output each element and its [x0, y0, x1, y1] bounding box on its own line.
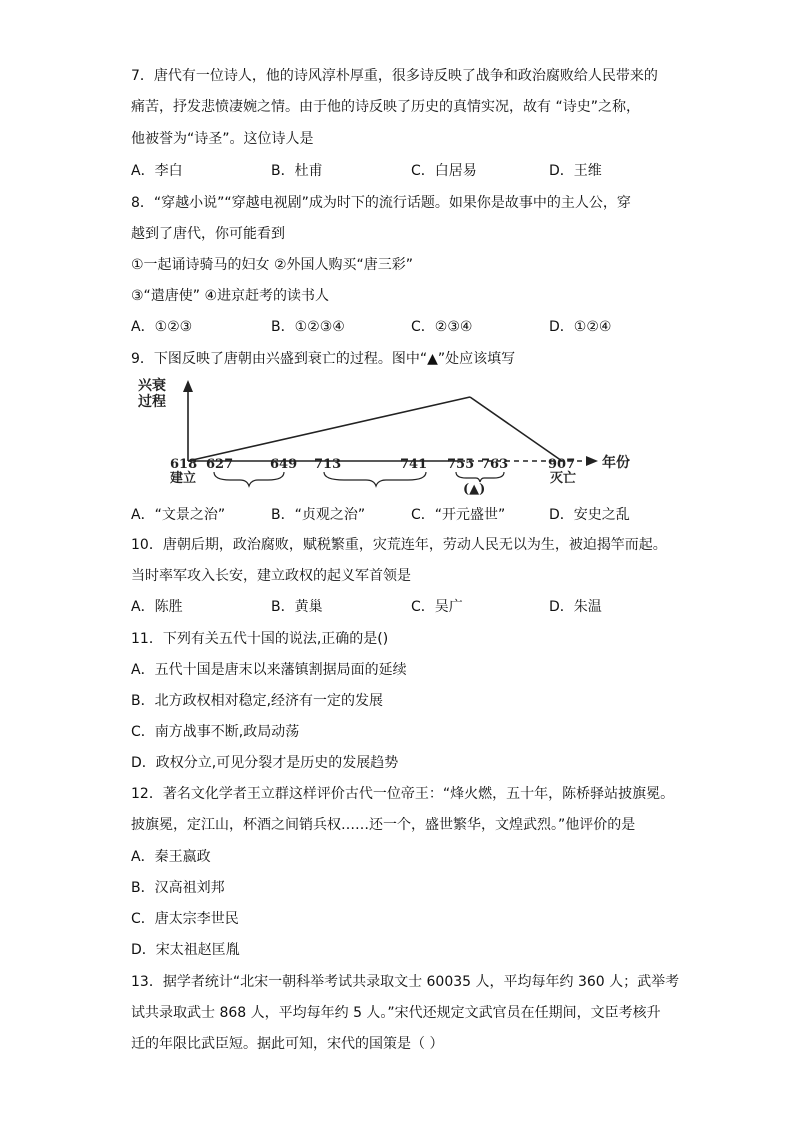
q10-line-2: 当时率军攻入长安，建立政权的起义军首领是 [131, 568, 411, 584]
q8-option-c[interactable]: C．②③④ [411, 319, 473, 335]
q10-option-c[interactable]: C．吴广 [411, 599, 463, 615]
tick-755: 755 [447, 457, 475, 472]
q8-line-2: 越到了唐代，你可能看到 [131, 226, 285, 242]
q12-option-c[interactable]: C．唐太宗李世民 [131, 911, 239, 927]
q10-option-d[interactable]: D．朱温 [549, 599, 602, 615]
q8-line-3: ①一起诵诗骑马的妇女 ②外国人购买“唐三彩” [131, 257, 414, 273]
tick-741: 741 [400, 457, 428, 472]
q9-option-d[interactable]: D．安史之乱 [549, 507, 630, 523]
q9-line-1: 9．下图反映了唐朝由兴盛到衰亡的过程。图中“▲”处应该填写 [131, 351, 516, 367]
q11-option-c[interactable]: C．南方战事不断,政局动荡 [131, 724, 300, 740]
label-907-fall: 灭亡 [550, 471, 577, 486]
y-label-1: 兴衰 [138, 378, 166, 394]
q8-line-1: 8．“穿越小说”“穿越电视剧”成为时下的流行话题。如果你是故事中的主人公，穿 [131, 195, 631, 211]
q9-option-a[interactable]: A．“文景之治” [131, 507, 226, 523]
tick-618: 618 [170, 457, 198, 472]
tick-649: 649 [270, 457, 298, 472]
q11-line-1: 11．下列有关五代十国的说法,正确的是() [131, 631, 389, 647]
x-axis-arrow [586, 456, 598, 466]
q11-option-d[interactable]: D．政权分立,可见分裂才是历史的发展趋势 [131, 755, 399, 771]
tick-627: 627 [206, 457, 234, 472]
q13-line-2: 试共录取武士 868 人，平均每年约 5 人。”宋代还规定文武官员在任期间，文臣考核升 [131, 1005, 661, 1021]
q7-line-3: 他被誉为“诗圣”。这位诗人是 [131, 131, 314, 147]
q7-option-b[interactable]: B．杜甫 [271, 163, 323, 179]
q13-line-1: 13．据学者统计“北宋一朝科举考试共录取文士 60035 人，平均每年约 360 人；武举考 [131, 974, 680, 990]
q12-option-d[interactable]: D．宋太祖赵匡胤 [131, 942, 240, 958]
q10-line-1: 10．唐朝后期，政治腐败，赋税繁重，灾荒连年，劳动人民无以为生，被迫揭竿而起。 [131, 537, 667, 553]
tick-713: 713 [314, 457, 342, 472]
label-618-founded: 建立 [170, 471, 197, 486]
q12-option-a[interactable]: A．秦王嬴政 [131, 849, 211, 865]
tang-rise-fall-figure [130, 376, 670, 498]
q8-option-a[interactable]: A．①②③ [131, 319, 193, 335]
rise-line [188, 397, 470, 461]
q10-option-a[interactable]: A．陈胜 [131, 599, 183, 615]
y-axis-arrow [183, 380, 193, 392]
q8-option-b[interactable]: B．①②③④ [271, 319, 345, 335]
q7-option-d[interactable]: D．王维 [549, 163, 602, 179]
q12-line-2: 披旗冕，定江山，杯酒之间销兵权……还一个，盛世繁华，文煌武烈。”他评价的是 [131, 817, 636, 833]
x-label: 年份 [602, 455, 630, 471]
q9-option-c[interactable]: C．“开元盛世” [411, 507, 506, 523]
tick-763: 763 [481, 457, 509, 472]
q11-option-b[interactable]: B．北方政权相对稳定,经济有一定的发展 [131, 693, 384, 709]
q12-option-b[interactable]: B．汉高祖刘邦 [131, 880, 225, 896]
tick-907: 907 [548, 457, 576, 472]
triangle-marker: (▲) [463, 482, 486, 497]
q13-line-3: 迁的年限比武臣短。据此可知，宋代的国策是（ ） [131, 1036, 444, 1052]
q7-option-c[interactable]: C．白居易 [411, 163, 477, 179]
q10-option-b[interactable]: B．黄巢 [271, 599, 323, 615]
brace-713-741 [324, 472, 426, 486]
q12-line-1: 12．著名文化学者王立群这样评价古代一位帝王：“烽火燃，五十年，陈桥驿站披旗冕。 [131, 786, 675, 802]
brace-627-649 [214, 472, 284, 486]
q7-option-a[interactable]: A．李白 [131, 163, 183, 179]
q7-line-2: 痛苦，抒发悲愤凄婉之情。由于他的诗反映了历史的真情实况，故有 “诗史”之称， [131, 99, 640, 115]
q7-line-1: 7．唐代有一位诗人，他的诗风淳朴厚重，很多诗反映了战争和政治腐败给人民带来的 [131, 68, 658, 84]
brace-755-763 [456, 472, 504, 482]
q8-line-4: ③“遣唐使” ④进京赶考的读书人 [131, 288, 330, 304]
q9-option-b[interactable]: B．“贞观之治” [271, 507, 366, 523]
fall-line [470, 397, 562, 461]
q11-option-a[interactable]: A．五代十国是唐末以来藩镇割据局面的延续 [131, 662, 407, 678]
q8-option-d[interactable]: D．①②④ [549, 319, 612, 335]
y-label-2: 过程 [138, 394, 166, 410]
